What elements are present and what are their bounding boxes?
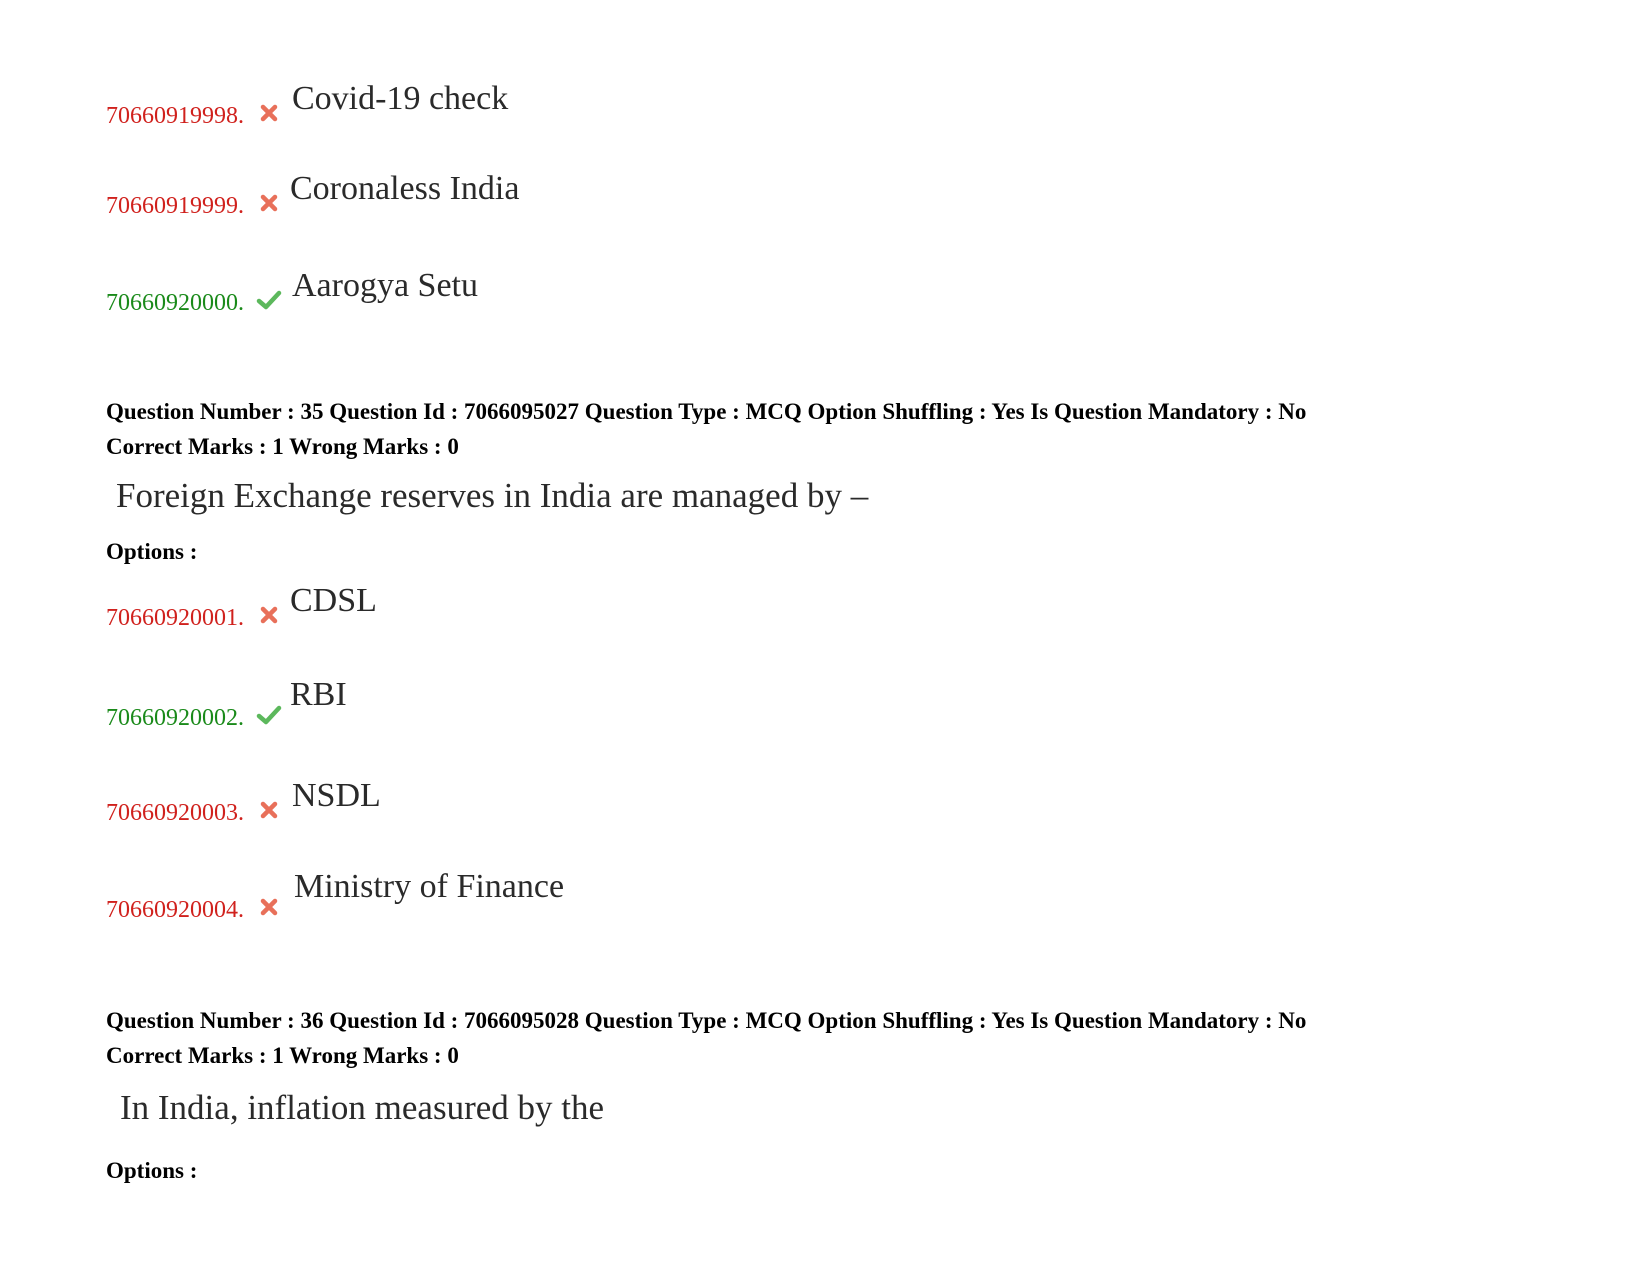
cross-icon [258,799,280,821]
option-text: RBI [290,676,347,713]
cross-icon [258,192,280,214]
option-text: Covid-19 check [292,80,509,117]
option-text: CDSL [290,582,377,619]
option-id: 70660920003. [106,800,244,826]
option-text: Aarogya Setu [292,267,479,304]
check-icon [256,704,282,726]
question-meta: Question Number : 36 Question Id : 7066095028 Question Type : MCQ Option Shuffling : Yes Is Question Mandatory : No [106,1008,1307,1033]
option-id: 70660919998. [106,103,244,129]
options-label: Options : [106,539,198,564]
option-id: 70660920004. [106,897,244,923]
options-label: Options : [106,1158,198,1183]
option-id: 70660919999. [106,193,244,219]
cross-icon [258,604,280,626]
question-meta: Question Number : 35 Question Id : 7066095027 Question Type : MCQ Option Shuffling : Yes Is Question Mandatory : No [106,399,1307,424]
question-text: In India, inflation measured by the [120,1088,605,1127]
check-icon [256,289,282,311]
cross-icon [258,896,280,918]
question-marks: Correct Marks : 1 Wrong Marks : 0 [106,434,459,459]
option-text: Ministry of Finance [294,868,565,905]
cross-icon [258,102,280,124]
question-text: Foreign Exchange reserves in India are managed by – [116,476,869,515]
option-id: 70660920002. [106,705,244,731]
option-text: NSDL [292,777,381,814]
option-id: 70660920001. [106,605,244,631]
option-text: Coronaless India [290,170,520,207]
question-marks: Correct Marks : 1 Wrong Marks : 0 [106,1043,459,1068]
option-id: 70660920000. [106,290,244,316]
